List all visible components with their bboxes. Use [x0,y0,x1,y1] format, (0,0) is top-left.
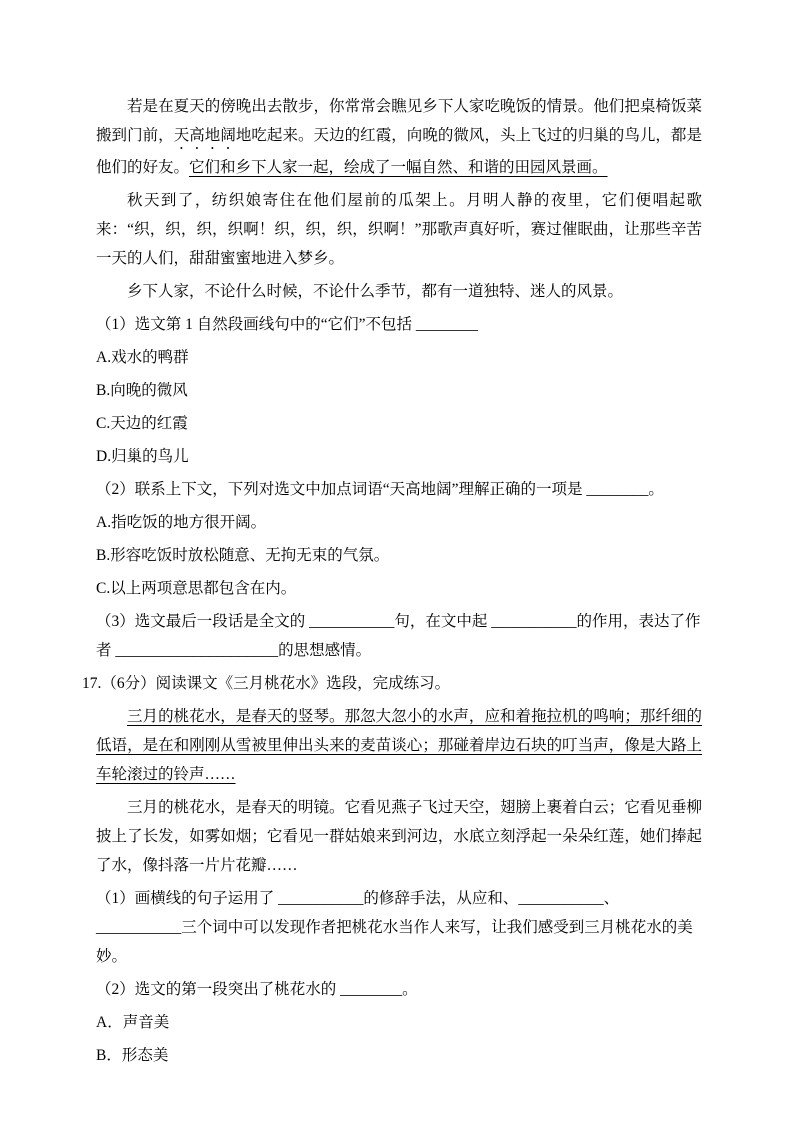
q16-passage-paragraph-2: 秋天到了，纺织娘寄住在他们屋前的瓜架上。月明人静的夜里，它们便唱起歌来：“织，织，织，织啊！织，织，织，织啊！”那歌声真好听，赛过催眠曲，让那些辛苦一天的人们，甜甜蜜蜜地进入梦乡。 [96,192,702,267]
q16-1-option-d: D.归巢的鸟儿 [96,448,189,465]
q17-subquestion-2: （2）选文的第一段突出了桃花水的 ________。 [96,981,418,998]
q16-2-option-b: B.形容吃饭时放松随意、无拘无束的气氛。 [96,547,390,564]
q17-2-option-b: B．形态美 [96,1047,169,1064]
emphasis-dotted-word: 天高地阔 [173,127,236,144]
q17-passage-paragraph-1 [96,702,702,789]
q17-subquestion-1: （1）画横线的句子运用了 ___________的修辞手法，从应和、___________、___________三个词中可以发现作者把桃花水当作人来写，让我们感受到三月桃花水的美妙。 [96,890,693,965]
q16-passage-paragraph-3: 乡下人家，不论什么时候，不论什么季节，都有一道独特、迷人的风景。 [127,283,624,300]
q17-2-option-a: A．声音美 [96,1014,170,1031]
underlined-sentence: 它们和乡下人家一起，绘成了一幅自然、和谐的田园风景画。 [189,159,608,176]
q16-subquestion-3: （3）选文最后一段话是全文的 ___________句，在文中起 ___________的作用，表达了作者 _____________________的思想感情。 [96,613,701,659]
q16-2-option-a: A.指吃饭的地方很开阔。 [96,514,267,531]
q17-passage-paragraph-2: 三月的桃花水，是春天的明镜。它看见燕子飞过天空，翅膀上裹着白云；它看见垂柳披上了长发，如雾如烟；它看见一群姑娘来到河边，水底立刻浮起一朵朵红莲，她们捧起了水，像抖落一片片花瓣…… [96,799,702,874]
q16-1-option-b: B.向晚的微风 [96,382,188,399]
passage-text: 若是在夏天的傍晚出去散步，你常常会瞧见乡下人家吃晚饭的情景。他们把桌椅饭菜搬到门前， [96,98,702,144]
q16-subquestion-1: （1）选文第 1 自然段画线句中的“它们”不包括 ________ [96,316,478,333]
q16-1-option-c: C.天边的红霞 [96,415,188,432]
passage-text: 地吃起来。天边的红霞，向晚的微风，头上飞过的归巢的鸟儿，都是他们的好友。 [96,127,702,176]
q16-1-option-a: A.戏水的鸭群 [96,349,189,366]
q16-2-option-c: C.以上两项意思都包含在内。 [96,580,297,597]
q16-passage-paragraph-1 [96,92,702,182]
question-17-header: 17.（6分）阅读课文《三月桃花水》选段，完成练习。 [82,675,451,692]
q16-subquestion-2: （2）联系上下文，下列对选文中加点词语“天高地阔”理解正确的一项是 ________。 [96,481,664,498]
underlined-paragraph: 三月的桃花水，是春天的竖琴。那忽大忽小的水声，应和着拖拉机的鸣响；那纤细的低语，是在和刚刚从雪被里伸出头来的麦苗谈心；那碰着岸边石块的叮当声，像是大路上车轮滚过的铃声…… [96,708,702,783]
